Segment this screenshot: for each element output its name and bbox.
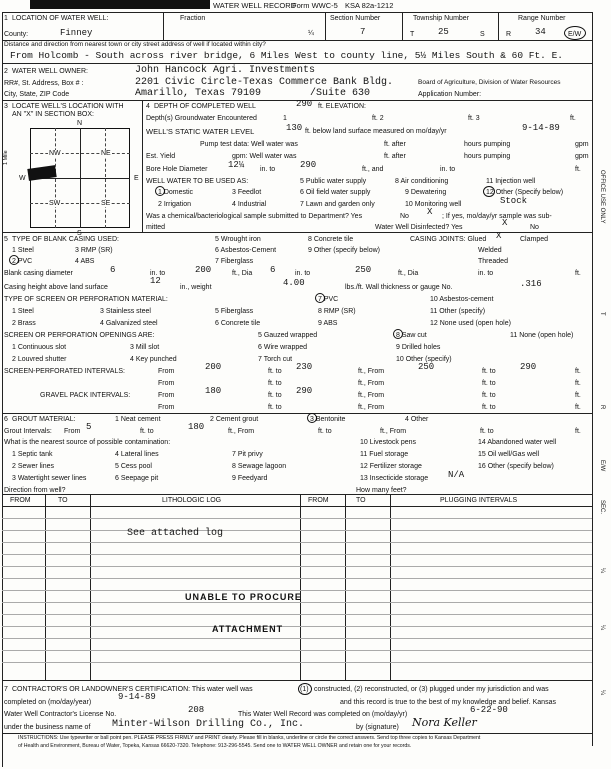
yield-hours: hours pumping: [464, 153, 511, 160]
perf-2-ft-to: ft. to: [482, 368, 496, 375]
gw-2: ft. 2: [372, 115, 384, 122]
yield-label: Est. Yield: [146, 153, 176, 160]
diameter-2-to-value: 250: [355, 265, 372, 275]
screen-rmp: 8 RMP (SR): [318, 308, 356, 315]
elevation-label: ft. ELEVATION:: [318, 103, 366, 110]
township-dir: S: [480, 31, 485, 38]
pump-ft-after: ft. after: [384, 141, 406, 148]
gravel-from: From: [158, 392, 175, 399]
grout-ft-to: ft. to: [140, 428, 154, 435]
quad-ne: NE: [101, 150, 111, 157]
quad-se: SE: [101, 200, 111, 207]
log-from2-header: FROM: [308, 497, 329, 504]
owner-city: Amarillo, Texas 79109: [135, 88, 262, 99]
compass-n: N: [77, 120, 83, 127]
yield-gpm: gpm: [575, 153, 589, 160]
grout-neat: 1 Neat cement: [115, 416, 161, 423]
depth-value: 290: [296, 99, 313, 109]
form-statute: KSA 82a-1212: [345, 1, 394, 10]
perf-from: From: [158, 368, 175, 375]
stamp-unable: UNABLE TO PROCURE: [185, 592, 302, 602]
use-other-value: Stock: [500, 196, 528, 206]
dash-h: [30, 153, 130, 154]
gravel-ft: ft.: [575, 392, 581, 399]
height-label: Casing height above land surface: [4, 284, 108, 291]
by-label: by (signature): [356, 724, 399, 731]
contam-fuel: 11 Fuel storage: [360, 451, 409, 458]
open-none: 11 None (open hole): [510, 332, 574, 339]
divider: [498, 12, 499, 40]
use-industrial: 4 Industrial: [232, 201, 267, 208]
range-dir-circle: [564, 26, 586, 40]
completed-label: completed on (mo/day/year): [4, 699, 92, 706]
use-feedlot: 3 Feedlot: [232, 189, 262, 196]
grout-bentonite-circle: [307, 413, 317, 423]
perf-ft: ft.: [575, 368, 581, 375]
cert-one-circle: [298, 683, 312, 695]
gw-ft: ft.: [570, 115, 576, 122]
city-label: City, State, ZIP Code: [4, 91, 70, 98]
perf-2-to: 290: [520, 362, 537, 372]
screen-fiberglass: 5 Fiberglass: [215, 308, 254, 315]
open-torch: 7 Torch cut: [258, 356, 293, 363]
compass-s: S: [77, 230, 82, 237]
grout-ft: ft.: [575, 428, 581, 435]
pump-test-label: Pump test data: Well water was: [200, 141, 298, 148]
gravel-ft-to: ft. to: [268, 392, 282, 399]
perf-ft-from-2: ft., From: [358, 380, 385, 387]
screen-asbestos: 10 Asbestos-cement: [430, 296, 494, 303]
casing-pvc-circle: [9, 255, 19, 265]
pump-gpm: gpm: [575, 141, 589, 148]
screen-label: TYPE OF SCREEN OR PERFORATION MATERIAL:: [4, 296, 168, 303]
log-rule: [2, 578, 592, 579]
open-saw: 8 Saw cut: [396, 332, 427, 339]
distance-label: Distance and direction from nearest town or city street address of well if located within city?: [4, 41, 266, 48]
diameter-3-ft: ft.: [575, 270, 581, 277]
open-continuous: 1 Continuous slot: [12, 344, 67, 351]
completed-date: 9-14-89: [118, 692, 156, 702]
gw-3: ft. 3: [468, 115, 480, 122]
log-to2-header: TO: [356, 497, 366, 504]
screen-concrete: 6 Concrete tile: [215, 320, 261, 327]
gw-1: 1: [283, 115, 287, 122]
screen-pvc-circle: [315, 293, 325, 303]
log-rule: [2, 530, 592, 531]
bore-ft: ft.: [575, 166, 581, 173]
log-rule: [2, 602, 592, 603]
range-value: 34: [535, 27, 546, 37]
quad-sw: SW: [49, 200, 61, 207]
screen-brass: 2 Brass: [12, 320, 36, 327]
section-3-number: 3: [4, 103, 8, 110]
perf-ft-2: ft.: [575, 380, 581, 387]
perf-label: SCREEN-PERFORATED INTERVALS:: [4, 368, 125, 375]
use-dewatering: 9 Dewatering: [405, 189, 447, 196]
contam-watertight: 3 Watertight sewer lines: [12, 475, 87, 482]
log-rule: [2, 626, 592, 627]
chem-tail: ; If yes, mo/day/yr sample was sub-: [442, 213, 552, 220]
mile-label: 1 Mile: [3, 150, 9, 165]
cert-text-2: and this record is true to the best of my knowledge and belief. Kansas: [340, 699, 556, 706]
divider: [402, 12, 403, 40]
contam-cess: 5 Cess pool: [115, 463, 152, 470]
mitted: mitted: [146, 224, 166, 231]
log-rule: [2, 590, 592, 591]
cert-one: (1): [300, 686, 309, 693]
address-label: RR#, St. Address, Box # :: [4, 80, 84, 87]
pump-hours: hours pumping: [464, 141, 511, 148]
form-title: WATER WELL RECORD: [213, 1, 297, 10]
use-public: 5 Public water supply: [300, 178, 367, 185]
static-label: WELL'S STATIC WATER LEVEL: [146, 127, 255, 136]
open-saw-circle: [393, 329, 403, 339]
diameter-in-to: in. to: [150, 270, 166, 277]
bore-value: 12¼: [228, 160, 245, 170]
grout-ft-from-2: ft., From: [380, 428, 407, 435]
yield-mid: gpm: Well water was: [232, 153, 297, 160]
use-domestic: 1 Domestic: [158, 189, 194, 196]
log-from-header: FROM: [10, 497, 31, 504]
diameter-to-value: 200: [195, 265, 212, 275]
use-monitoring: 10 Monitoring well: [405, 201, 462, 208]
gauge-label: lbs./ft. Wall thickness or gauge No.: [345, 284, 453, 291]
static-value: 130: [286, 123, 303, 133]
bore-to-value: 290: [300, 160, 317, 170]
screen-steel: 1 Steel: [12, 308, 34, 315]
gravel-ft-from-2: ft., From: [358, 404, 385, 411]
log-rule: [2, 542, 592, 543]
chem-label: Was a chemical/bacteriological sample submitted to Department? Yes: [146, 213, 363, 220]
fraction-label: Fraction: [180, 15, 206, 22]
casing-steel: 1 Steel: [12, 247, 34, 254]
contam-fertilizer: 12 Fertilizer storage: [360, 463, 422, 470]
diameter-2-ft-dia: ft., Dia: [398, 270, 419, 277]
business-label: under the business name of: [4, 724, 91, 731]
grout-from-value: 5: [86, 422, 92, 432]
divider: [163, 12, 164, 40]
sidebar-sec: SEC.: [599, 500, 605, 515]
gravel-ft-to-2: ft. to: [482, 392, 496, 399]
screen-pvc: 7 PVC: [318, 296, 339, 303]
quarter-mark: ¼: [308, 30, 314, 37]
section-1-number: 1: [4, 15, 8, 22]
use-air: 8 Air conditioning: [395, 178, 449, 185]
contam-oilgas: 15 Oil well/Gas well: [478, 451, 540, 458]
diameter-2-value: 6: [270, 265, 276, 275]
screen-stainless: 3 Stainless steel: [100, 308, 151, 315]
use-label: WELL WATER TO BE USED AS:: [146, 178, 249, 185]
owner-address: 2201 Civic Circle-Texas Commerce Bank Bldg.: [135, 77, 394, 88]
sidebar-quarter-3: ¼: [599, 690, 605, 696]
perf-ft-to-3: ft. to: [482, 380, 496, 387]
static-date: 9-14-89: [522, 123, 560, 133]
dash-v: [55, 128, 56, 228]
sidebar-t: T: [599, 312, 605, 316]
screen-other: 11 Other (specify): [430, 308, 486, 315]
dash-v: [105, 128, 106, 228]
signature: Nora Keller: [412, 716, 477, 729]
grout-intervals-label: Grout Intervals:: [4, 428, 52, 435]
contam-sewer: 2 Sewer lines: [12, 463, 55, 470]
sidebar-r: R: [599, 405, 605, 410]
contam-insecticide: 13 Insecticide storage: [360, 475, 429, 482]
screen-none: 12 None used (open hole): [430, 320, 511, 327]
perf-ft-to-2: ft. to: [268, 380, 282, 387]
township-t: T: [410, 31, 415, 38]
grout-from-label: From: [64, 428, 81, 435]
grout-ft-from: ft., From: [228, 428, 255, 435]
depth-label: DEPTH OF COMPLETED WELL: [154, 103, 256, 110]
direction-label: Direction from well?: [4, 487, 66, 494]
gravel-from-value: 180: [205, 386, 222, 396]
section-2-number: 2: [4, 68, 8, 75]
gravel-label: GRAVEL PACK INTERVALS:: [40, 392, 131, 399]
sidebar-quarter-2: ¼: [599, 625, 605, 631]
grout-to-value: 180: [188, 422, 205, 432]
casing-label: TYPE OF BLANK CASING USED:: [12, 236, 119, 243]
bore-ft-and: ft., and: [362, 166, 384, 173]
joints-clamped: Clamped: [520, 236, 549, 243]
bore-in-to: in. to: [260, 166, 276, 173]
form-number: Form WWC-5: [292, 1, 338, 10]
owner-label: WATER WELL OWNER:: [12, 68, 88, 75]
sidebar-quarter-1: ¼: [599, 568, 605, 574]
divider: [345, 494, 346, 680]
range-r: R: [506, 31, 512, 38]
divider: [45, 494, 46, 680]
use-oilfield: 6 Oil field water supply: [300, 189, 371, 196]
disinfected-x: X: [502, 218, 508, 228]
joints-threaded: Threaded: [478, 258, 508, 265]
record-date: 6-22-90: [470, 705, 508, 715]
redaction-bar: [30, 0, 210, 9]
locate-label-1: LOCATE WELL'S LOCATION WITH: [12, 103, 124, 110]
diameter-2-in-to: in. to: [295, 270, 311, 277]
use-injection: 11 Injection well: [486, 178, 536, 185]
gravel-ft-to-3: ft. to: [268, 404, 282, 411]
casing-asbestos: 6 Asbestos-Cement: [215, 247, 277, 254]
chem-no: No: [400, 213, 409, 220]
owner-suite: /Suite 630: [310, 88, 371, 99]
instructions-line-2: of Health and Environment, Bureau of Water, Topeka, Kansas 66620-7320. Telephone: 913-296-5545. Send one to WATER WELL OWNER and retain one for your records.: [18, 743, 412, 749]
rule: [2, 733, 592, 734]
contam-feedyard: 9 Feedyard: [232, 475, 268, 482]
casing-pvc: 2 PVC: [12, 258, 33, 265]
open-wire: 6 Wire wrapped: [258, 344, 308, 351]
cert-label: CONTRACTOR'S OR LANDOWNER'S CERTIFICATION: This water well was: [12, 686, 253, 693]
joints-x: X: [496, 231, 502, 241]
quad-nw: NW: [49, 150, 61, 157]
frame-top: [2, 12, 592, 13]
section-6-number: 6: [4, 416, 8, 423]
height-value: 12: [150, 276, 161, 286]
use-other-circle: [483, 186, 495, 197]
casing-abs: 4 ABS: [75, 258, 95, 265]
divider: [390, 494, 391, 680]
weight-label: in., weight: [180, 284, 212, 291]
disinfected-no: No: [530, 224, 539, 231]
casing-concrete: 8 Concrete tile: [308, 236, 354, 243]
perf-ft-from: ft., From: [358, 368, 385, 375]
contam-privy: 7 Pit privy: [232, 451, 263, 458]
casing-wrought: 5 Wrought iron: [215, 236, 261, 243]
open-other: 10 Other (specify): [396, 356, 452, 363]
perf-2-from: 250: [418, 362, 435, 372]
casing-rmp: 3 RMP (SR): [75, 247, 113, 254]
contam-other: 16 Other (specify below): [478, 463, 554, 470]
contam-septic: 1 Septic tank: [12, 451, 53, 458]
grout-cement: 2 Cement grout: [210, 416, 259, 423]
divider: [142, 100, 143, 232]
contam-lagoon: 8 Sewage lagoon: [232, 463, 287, 470]
use-other: 12 Other (Specify below): [486, 189, 564, 196]
dash-h: [30, 203, 130, 204]
open-louvred: 2 Louvred shutter: [12, 356, 67, 363]
joints-label: CASING JOINTS: Glued: [410, 236, 487, 243]
open-mill: 3 Mill slot: [130, 344, 160, 351]
use-domestic-circle: [155, 186, 165, 196]
perf-1-to: 230: [296, 362, 313, 372]
casing-fiberglass: 7 Fiberglass: [215, 258, 254, 265]
section-4-number: 4: [146, 103, 150, 110]
contam-seepage: 6 Seepage pit: [115, 475, 159, 482]
business-name: Minter-Wilson Drilling Co., Inc.: [112, 719, 305, 730]
owner-name: John Hancock Agri. Investments: [135, 65, 316, 76]
bore-in-to-2: in. to: [440, 166, 456, 173]
gravel-ft-to-4: ft. to: [482, 404, 496, 411]
disinfected-label: Water Well Disinfected? Yes: [375, 224, 463, 231]
rule: [2, 413, 592, 414]
license-value: 208: [188, 705, 205, 715]
contamination-label: What is the nearest source of possible contamination:: [4, 439, 171, 446]
screen-abs: 9 ABS: [318, 320, 338, 327]
diameter-3-in-to: in. to: [478, 270, 494, 277]
grout-ft-to-2: ft. to: [318, 428, 332, 435]
range-dir: E/W: [568, 31, 582, 38]
diameter-label: Blank casing diameter: [4, 270, 73, 277]
frame-right: [592, 12, 593, 746]
gauge-value: .316: [520, 279, 542, 289]
rule: [2, 232, 592, 233]
log-rule: [2, 566, 592, 567]
yield-ft-after: ft. after: [384, 153, 406, 160]
application-label: Application Number:: [418, 91, 482, 98]
open-drilled: 9 Drilled holes: [396, 344, 441, 351]
use-irrigation: 2 Irrigation: [158, 201, 192, 208]
section-number-value: 7: [360, 27, 366, 37]
chem-no-x: X: [427, 207, 433, 217]
contam-livestock: 10 Livestock pens: [360, 439, 417, 446]
sidebar-ew: E/W: [599, 460, 605, 472]
screen-galvanized: 4 Galvanized steel: [100, 320, 158, 327]
divider: [90, 494, 91, 680]
section-number-label: Section Number: [330, 15, 381, 22]
contam-lateral: 4 Lateral lines: [115, 451, 159, 458]
record-completed-label: This Water Well Record was completed on (mo/day/yr): [238, 711, 408, 718]
bore-label: Bore Hole Diameter: [146, 166, 208, 173]
log-litho-header: LITHOLOGIC LOG: [162, 497, 222, 504]
compass-e: E: [134, 175, 139, 182]
range-label: Range Number: [518, 15, 566, 22]
location-label: LOCATION OF WATER WELL:: [12, 15, 109, 22]
diameter-value: 6: [110, 265, 116, 275]
gravel-to-value: 290: [296, 386, 313, 396]
log-rule: [2, 518, 592, 519]
contam-abandoned: 14 Abandoned water well: [478, 439, 557, 446]
instructions-line-1: INSTRUCTIONS: Use typewriter or ball point pen. PLEASE PRESS FIRMLY and PRINT clearly. Please fill in blanks, underline or circle the correct answers. Send top three copies to Kansas Department: [18, 735, 481, 741]
open-key: 4 Key punched: [130, 356, 177, 363]
locate-label-2: AN "X" IN SECTION BOX:: [12, 111, 94, 118]
perf-from-2: From: [158, 380, 175, 387]
use-lawn: 7 Lawn and garden only: [300, 201, 375, 208]
section-7-number: 7: [4, 686, 8, 693]
weight-value: 4.00: [283, 278, 305, 288]
log-rule: [2, 662, 592, 663]
grout-bentonite: 3 Bentonite: [310, 416, 346, 423]
log-to-header: TO: [58, 497, 68, 504]
distance-value: From Holcomb - South across river bridge, 6 Miles West to county line, 5½ Miles South & 60 Ft. E.: [10, 50, 563, 61]
section-5-number: 5: [4, 236, 8, 243]
how-many-label: How many feet?: [356, 487, 407, 494]
county-label: County:: [4, 31, 29, 38]
log-plugging-header: PLUGGING INTERVALS: [440, 497, 518, 504]
divider: [300, 494, 301, 680]
casing-other: 9 Other (specify below): [308, 247, 380, 254]
log-rule: [2, 614, 592, 615]
frame-left: [2, 12, 3, 767]
township-value: 25: [438, 27, 449, 37]
log-rule: [2, 638, 592, 639]
gravel-ft-from: ft., From: [358, 392, 385, 399]
rule: [2, 680, 592, 681]
office-use-label: OFFICE USE ONLY: [599, 170, 605, 224]
log-note: See attached log: [127, 528, 224, 539]
township-label: Township Number: [413, 15, 470, 22]
perf-ft-to: ft. to: [268, 368, 282, 375]
gravel-ft-2: ft.: [575, 404, 581, 411]
county-value: Finney: [60, 28, 93, 38]
joints-welded: Welded: [478, 247, 502, 254]
grout-other: 4 Other: [405, 416, 429, 423]
openings-label: SCREEN OR PERFORATION OPENINGS ARE:: [4, 332, 155, 339]
rule: [2, 63, 592, 64]
grout-label: GROUT MATERIAL:: [12, 416, 76, 423]
open-gauzed: 5 Gauzed wrapped: [258, 332, 318, 339]
stamp-attachment: ATTACHMENT: [212, 624, 284, 634]
static-tail: ft. below land surface measured on mo/day/yr: [305, 128, 447, 135]
log-rule: [2, 554, 592, 555]
grout-ft-to-3: ft. to: [480, 428, 494, 435]
diameter-ft-dia: ft., Dia: [232, 270, 253, 277]
log-rule: [2, 650, 592, 651]
perf-1-from: 200: [205, 362, 222, 372]
divider: [325, 12, 326, 40]
compass-w: W: [19, 175, 26, 182]
cert-text-1: constructed, (2) reconstructed, or (3) plugged under my jurisdiction and was: [314, 686, 549, 693]
license-label: Water Well Contractor's License No.: [4, 711, 117, 718]
contam-na: N/A: [448, 470, 465, 480]
board-label: Board of Agriculture, Division of Water Resources: [418, 79, 561, 86]
groundwater-label: Depth(s) Groundwater Encountered: [146, 115, 257, 122]
gravel-from-2: From: [158, 404, 175, 411]
